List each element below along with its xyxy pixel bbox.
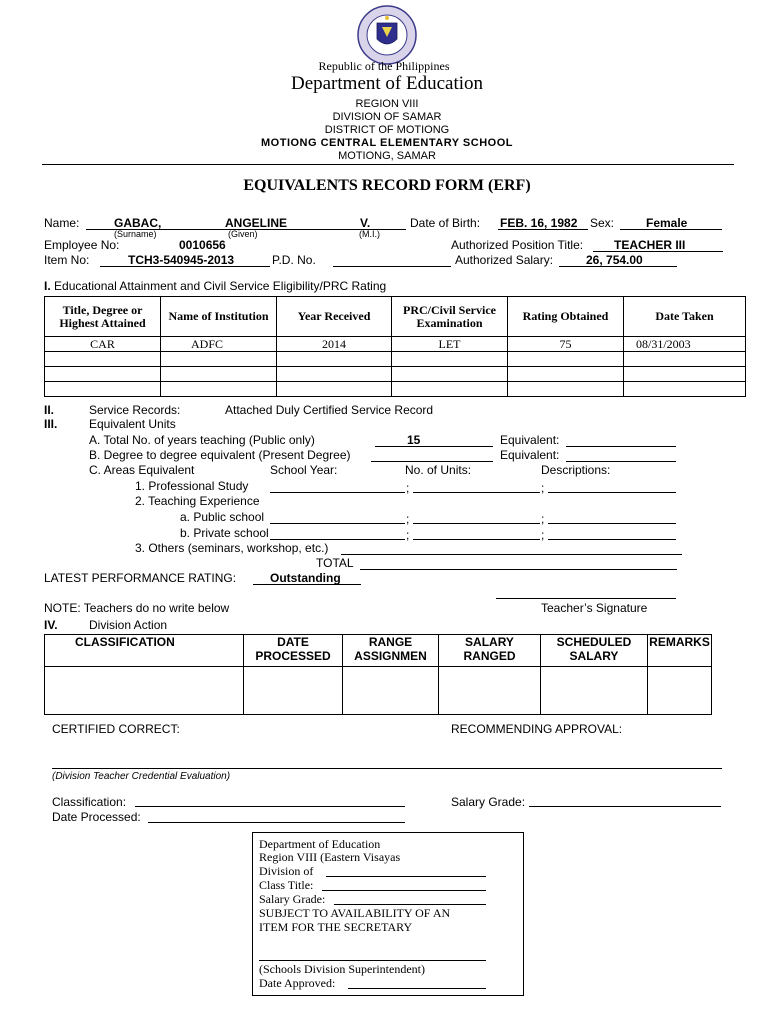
employee-no-value: 0010656 [179, 238, 226, 252]
section2-num: II. [44, 403, 55, 417]
evaluation-caption: (Division Teacher Credential Evaluation) [52, 771, 231, 782]
public-sy-line [270, 523, 405, 524]
approval-item-line: ITEM FOR THE SECRETARY [259, 920, 413, 934]
name-label: Name: [44, 216, 80, 230]
given-value: ANGELINE [225, 216, 288, 230]
table-cell [277, 367, 392, 382]
deped-seal-icon [353, 5, 421, 65]
division-line: DIVISION OF SAMAR [332, 111, 442, 123]
table-cell [161, 352, 277, 367]
equivalent-b-underline [566, 461, 676, 462]
professional-study-label: 1. Professional Study [135, 479, 249, 493]
col-prc-exam: PRC/Civil Service Examination [392, 297, 508, 337]
table-cell [392, 352, 508, 367]
school-name: MOTIONG CENTRAL ELEMENTARY SCHOOL [261, 137, 513, 149]
signature-line [496, 598, 676, 599]
semicolon: ; [406, 481, 410, 495]
performance-label: LATEST PERFORMANCE RATING: [44, 571, 237, 585]
table-cell [508, 367, 624, 382]
col-salary-ranged: SALARY RANGED [439, 635, 541, 667]
private-sy-line [270, 539, 405, 540]
salary-value: 26, 754.00 [586, 253, 643, 267]
approval-division-line [326, 876, 486, 877]
item-no-label: Item No: [44, 253, 90, 267]
approval-salary-grade-label: Salary Grade: [259, 892, 326, 906]
pd-label: P.D. No. [272, 253, 316, 267]
performance-value: Outstanding [270, 571, 341, 585]
classification-line [135, 806, 405, 807]
given-caption: (Given) [228, 229, 258, 239]
section1-heading [44, 279, 386, 293]
evaluation-line [52, 768, 722, 769]
dob-value: FEB. 16, 1982 [500, 216, 578, 230]
table-cell [624, 367, 746, 382]
others-line [341, 554, 682, 555]
header-divider [42, 164, 734, 165]
table-cell [439, 667, 541, 715]
col-title-degree: Title, Degree or Highest Attained [45, 297, 161, 337]
approval-division-label: Division of [259, 864, 314, 878]
superintendent-caption: (Schools Division Superintendent) [259, 962, 425, 976]
col-range-assignment: RANGE ASSIGNMEN [343, 635, 439, 667]
section1-num: I. [44, 279, 51, 293]
dob-label: Date of Birth: [410, 216, 481, 230]
salary-label: Authorized Salary: [455, 253, 554, 267]
public-desc-line [548, 523, 676, 524]
table-cell [161, 367, 277, 382]
table-cell [244, 667, 343, 715]
form-title: EQUIVALENTS RECORD FORM (ERF) [243, 177, 531, 194]
salary-grade-line [529, 806, 721, 807]
table-cell [508, 352, 624, 367]
table-cell [45, 382, 161, 397]
surname-value: GABAC, [114, 216, 162, 230]
table-cell [277, 382, 392, 397]
col-rating: Rating Obtained [508, 297, 624, 337]
total-line [360, 569, 677, 570]
republic-line: Republic of the Philippines [318, 59, 450, 73]
approval-region: Region VIII (Eastern Visayas [259, 850, 401, 864]
table-cell [392, 382, 508, 397]
section1-title: Educational Attainment and Civil Service Eligibility/PRC Rating [54, 279, 387, 293]
col-classification: CLASSIFICATION [45, 635, 244, 667]
semicolon: ; [541, 512, 545, 526]
mi-caption: (M.I.) [359, 229, 380, 239]
semicolon: ; [406, 528, 410, 542]
region-line: REGION VIII [355, 98, 419, 110]
descriptions-label: Descriptions: [541, 463, 611, 477]
col-scheduled-salary: SCHEDULED SALARY [541, 635, 648, 667]
superintendent-line [259, 960, 486, 961]
col-year-received: Year Received [277, 297, 392, 337]
col-remarks: REMARKS [648, 635, 712, 667]
approval-class-title-line [322, 890, 486, 891]
public-units-line [413, 523, 540, 524]
mi-value: V. [360, 216, 371, 230]
section2-value: Attached Duly Certified Service Record [225, 403, 434, 417]
date-processed-label: Date Processed: [52, 810, 141, 824]
table-cell [392, 367, 508, 382]
approval-subject-line: SUBJECT TO AVAILABILITY OF AN [259, 906, 451, 920]
section3-label: Equivalent Units [89, 417, 176, 431]
classification-label: Classification: [52, 795, 127, 809]
table-cell [624, 352, 746, 367]
position-label: Authorized Position Title: [451, 238, 584, 252]
col-date-taken: Date Taken [624, 297, 746, 337]
teaching-experience-label: 2. Teaching Experience [135, 494, 260, 508]
table-row [45, 367, 746, 382]
table-cell [45, 367, 161, 382]
degree-underline [371, 461, 493, 462]
prof-desc-line [548, 492, 676, 493]
years-teaching-value: 15 [407, 433, 421, 447]
others-label: 3. Others (seminars, workshop, etc.) [135, 541, 329, 555]
recommending-approval-label: RECOMMENDING APPROVAL: [451, 722, 623, 736]
public-school-label: a. Public school [180, 510, 265, 524]
section2-label: Service Records: [89, 403, 181, 417]
table-cell: ADFC [161, 337, 277, 352]
table-row [45, 337, 746, 352]
section3-num: III. [44, 417, 58, 431]
semicolon: ; [541, 528, 545, 542]
prof-units-line [413, 492, 540, 493]
table-cell [277, 352, 392, 367]
units-label: No. of Units: [405, 463, 472, 477]
areas-equivalent-label: C. Areas Equivalent [89, 463, 195, 477]
school-address: MOTIONG, SAMAR [338, 150, 436, 162]
teacher-signature-label: Teacher’s Signature [541, 601, 648, 615]
prof-sy-line [270, 492, 405, 493]
equivalent-a-underline [566, 446, 676, 447]
education-table-header [45, 297, 746, 337]
sex-value: Female [646, 216, 688, 230]
pd-underline [333, 266, 451, 267]
table-cell [161, 382, 277, 397]
section4-num: IV. [44, 618, 58, 632]
col-institution: Name of Institution [161, 297, 277, 337]
surname-caption: (Surname) [114, 229, 157, 239]
date-processed-line [148, 822, 405, 823]
division-action-table [44, 634, 712, 715]
division-action-header [45, 635, 712, 667]
table-cell [343, 667, 439, 715]
approval-dept: Department of Education [259, 837, 381, 851]
table-cell: CAR [45, 337, 161, 352]
table-cell: LET [392, 337, 508, 352]
semicolon: ; [541, 481, 545, 495]
certified-correct-label: CERTIFIED CORRECT: [52, 722, 180, 736]
education-table [44, 296, 746, 397]
sex-label: Sex: [590, 216, 615, 230]
equivalent-b-label: Equivalent: [500, 448, 560, 462]
table-cell: 08/31/2003 [624, 337, 746, 352]
degree-equivalent-label: B. Degree to degree equivalent (Present Degree) [89, 448, 351, 462]
total-label: TOTAL [316, 556, 354, 570]
approval-salary-grade-line [334, 904, 486, 905]
table-cell [541, 667, 648, 715]
employee-no-label: Employee No: [44, 238, 120, 252]
semicolon: ; [406, 512, 410, 526]
date-approved-line [348, 988, 486, 989]
years-teaching-label: A. Total No. of years teaching (Public only) [89, 433, 315, 447]
section4-label: Division Action [89, 618, 168, 632]
equivalent-a-label: Equivalent: [500, 433, 560, 447]
district-line: DISTRICT OF MOTIONG [324, 124, 450, 136]
department-title: Department of Education [290, 73, 484, 94]
note-text: NOTE: Teachers do no write below [44, 601, 230, 615]
table-cell [45, 667, 244, 715]
col-date-processed: DATE PROCESSED [244, 635, 343, 667]
table-cell: 75 [508, 337, 624, 352]
salary-grade-label: Salary Grade: [451, 795, 526, 809]
private-desc-line [548, 539, 676, 540]
date-approved-label: Date Approved: [259, 976, 336, 990]
table-cell: 2014 [277, 337, 392, 352]
years-teaching-underline [375, 446, 493, 447]
table-cell [45, 352, 161, 367]
table-row [45, 667, 712, 715]
table-row [45, 382, 746, 397]
table-cell [624, 382, 746, 397]
item-no-value: TCH3-540945-2013 [128, 253, 235, 267]
table-cell [508, 382, 624, 397]
position-value: TEACHER III [614, 238, 686, 252]
private-school-label: b. Private school [180, 526, 269, 540]
private-units-line [413, 539, 540, 540]
school-year-label: School Year: [270, 463, 338, 477]
table-row [45, 352, 746, 367]
approval-class-title-label: Class Title: [259, 878, 314, 892]
table-cell [648, 667, 712, 715]
